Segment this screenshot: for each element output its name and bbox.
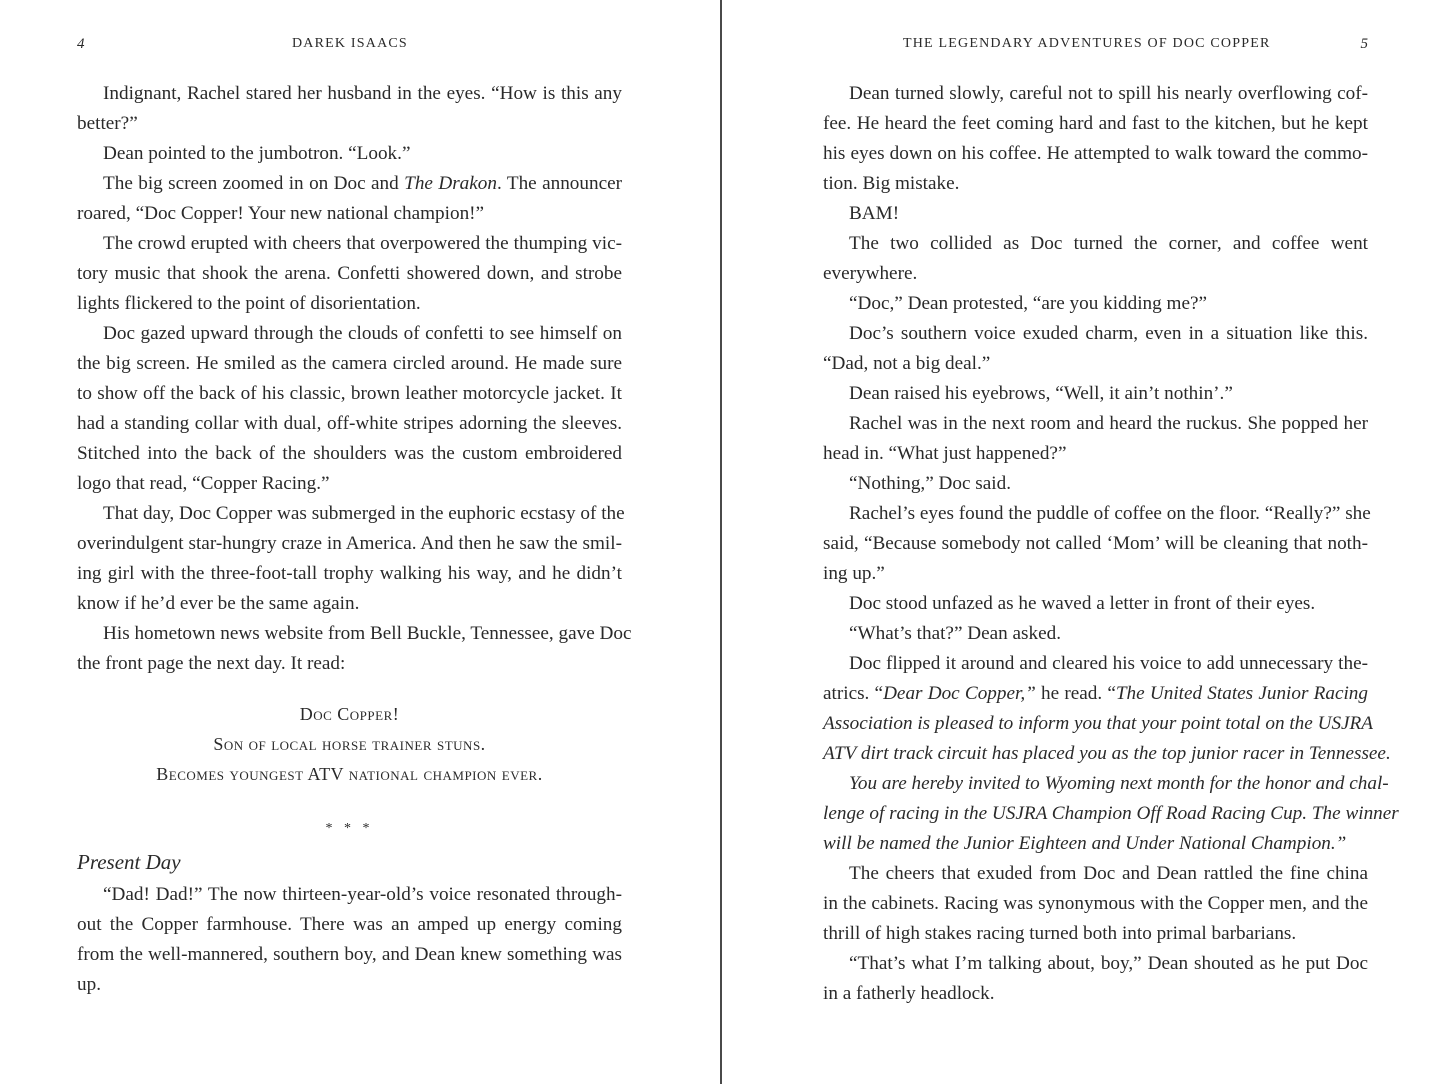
text-line: ATV dirt track circuit has placed you as the top junior racer in Tennessee. xyxy=(823,743,1391,764)
text-line: The cheers that exuded from Doc and Dean rattled the fine china xyxy=(849,863,1368,884)
text-line: Dean raised his eyebrows, “Well, it ain’t nothin’.” xyxy=(849,383,1233,404)
headline-line xyxy=(77,729,622,759)
book-title: THE LEGENDARY ADVENTURES OF DOC COPPER xyxy=(903,36,1271,51)
text-line: lights flickered to the point of disorientation. xyxy=(77,293,421,314)
right-running-head xyxy=(823,36,1368,56)
headline-text: Becomes youngest ATV national champion ever. xyxy=(156,764,543,784)
text-line: Rachel’s eyes found the puddle of coffee on the floor. “Really?” she xyxy=(849,503,1371,524)
text-line: thrill of high stakes racing turned both into primal barbarians. xyxy=(823,923,1297,944)
author-name: DAREK ISAACS xyxy=(292,36,408,51)
text-line: “Doc,” Dean protested, “are you kidding me?” xyxy=(849,293,1208,314)
text-line xyxy=(823,679,1368,709)
text-line: had a standing collar with dual, off-white stripes adorning the sleeves. xyxy=(77,413,622,434)
headline-line xyxy=(77,759,622,789)
text-line: from the well-mannered, southern boy, and Dean knew something was xyxy=(77,944,622,965)
text-line: his eyes down on his coffee. He attempted to walk toward the commo- xyxy=(823,143,1368,164)
scene-break: * * * xyxy=(325,821,374,836)
text-line: in a fatherly headlock. xyxy=(823,983,995,1004)
text-line: “Dad! Dad!” The now thirteen-year-old’s voice resonated through- xyxy=(103,884,622,905)
text-line: said, “Because somebody not called ‘Mom’ will be cleaning that noth- xyxy=(823,533,1368,554)
right-page-number: 5 xyxy=(1360,36,1368,52)
text-line: head in. “What just happened?” xyxy=(823,443,1067,464)
text-run: atrics. “ xyxy=(823,683,884,704)
text-line: Doc stood unfazed as he waved a letter in front of their eyes. xyxy=(849,593,1316,614)
text-line: “What’s that?” Dean asked. xyxy=(849,623,1062,644)
text-run: . The announcer xyxy=(496,173,622,194)
headline-text: Doc Copper! xyxy=(299,704,400,724)
text-line: That day, Doc Copper was submerged in the euphoric ecstasy of the xyxy=(103,503,625,524)
text-line: Dean turned slowly, careful not to spill his nearly overflowing cof- xyxy=(849,83,1368,104)
text-line: lenge of racing in the USJRA Champion Off Road Racing Cup. The winner xyxy=(823,803,1399,824)
text-line: ing girl with the three-foot-tall trophy walking his way, and he didn’t xyxy=(77,563,622,584)
headline-line xyxy=(77,699,622,729)
headline-text: Son of local horse trainer stuns. xyxy=(213,734,486,754)
text-line: tion. Big mistake. xyxy=(823,173,960,194)
text-run: he read. “ xyxy=(1035,683,1116,704)
text-line: BAM! xyxy=(849,203,900,224)
text-line: the big screen. He smiled as the camera circled around. He made sure xyxy=(77,353,622,374)
text-line: Doc’s southern voice exuded charm, even in a situation like this. xyxy=(849,323,1368,344)
text-line: “Nothing,” Doc said. xyxy=(849,473,1011,494)
left-page-number: 4 xyxy=(77,36,85,52)
text-line: tory music that shook the arena. Confetti showered down, and strobe xyxy=(77,263,622,284)
text-line: know if he’d ever be the same again. xyxy=(77,593,360,614)
left-page-body xyxy=(77,79,632,1000)
text-line: up. xyxy=(77,974,101,995)
text-line: Dean pointed to the jumbotron. “Look.” xyxy=(103,143,411,164)
text-line: fee. He heard the feet coming hard and fast to the kitchen, but he kept xyxy=(823,113,1368,134)
text-line: better?” xyxy=(77,113,138,134)
text-line: Doc flipped it around and cleared his voice to add unnecessary the- xyxy=(849,653,1368,674)
text-line: The two collided as Doc turned the corner, and coffee went xyxy=(849,233,1368,254)
text-line xyxy=(77,169,622,199)
text-line: to show off the back of his classic, brown leather motorcycle jacket. It xyxy=(77,383,622,404)
text-line: Association is pleased to inform you that your point total on the USJRA xyxy=(823,713,1373,734)
right-page xyxy=(823,0,1399,1084)
text-run: The Drakon xyxy=(404,173,497,194)
text-line: Rachel was in the next room and heard the ruckus. She popped her xyxy=(849,413,1368,434)
page-gutter xyxy=(720,0,722,1084)
text-line: out the Copper farmhouse. There was an amped up energy coming xyxy=(77,914,622,935)
text-line: overindulgent star-hungry craze in America. And then he saw the smil- xyxy=(77,533,622,554)
text-run: The United States Junior Racing xyxy=(1115,683,1368,704)
text-line: in the cabinets. Racing was synonymous with the Copper men, and the xyxy=(823,893,1368,914)
text-line: “Dad, not a big deal.” xyxy=(823,353,991,374)
text-line: Indignant, Rachel stared her husband in the eyes. “How is this any xyxy=(103,83,622,104)
text-line: everywhere. xyxy=(823,263,918,284)
left-running-head xyxy=(77,36,622,56)
text-line: “That’s what I’m talking about, boy,” Dean shouted as he put Doc xyxy=(849,953,1368,974)
left-page xyxy=(77,0,632,1084)
right-page-body xyxy=(823,79,1399,1009)
text-line: His hometown news website from Bell Buckle, Tennessee, gave Doc xyxy=(103,623,632,644)
text-line: Stitched into the back of the shoulders was the custom embroidered xyxy=(77,443,622,464)
text-line: Doc gazed upward through the clouds of confetti to see himself on xyxy=(103,323,622,344)
text-line: ing up.” xyxy=(823,563,885,584)
text-line: will be named the Junior Eighteen and Under National Champion.” xyxy=(823,833,1347,854)
text-line: roared, “Doc Copper! Your new national champion!” xyxy=(77,203,485,224)
text-line: the front page the next day. It read: xyxy=(77,653,346,674)
text-run: The big screen zoomed in on Doc and xyxy=(103,173,405,194)
text-line: logo that read, “Copper Racing.” xyxy=(77,473,330,494)
text-run: Dear Doc Copper,” xyxy=(883,683,1036,704)
section-heading: Present Day xyxy=(77,850,181,874)
text-line: You are hereby invited to Wyoming next month for the honor and chal- xyxy=(849,773,1389,794)
text-line: The crowd erupted with cheers that overpowered the thumping vic- xyxy=(103,233,622,254)
